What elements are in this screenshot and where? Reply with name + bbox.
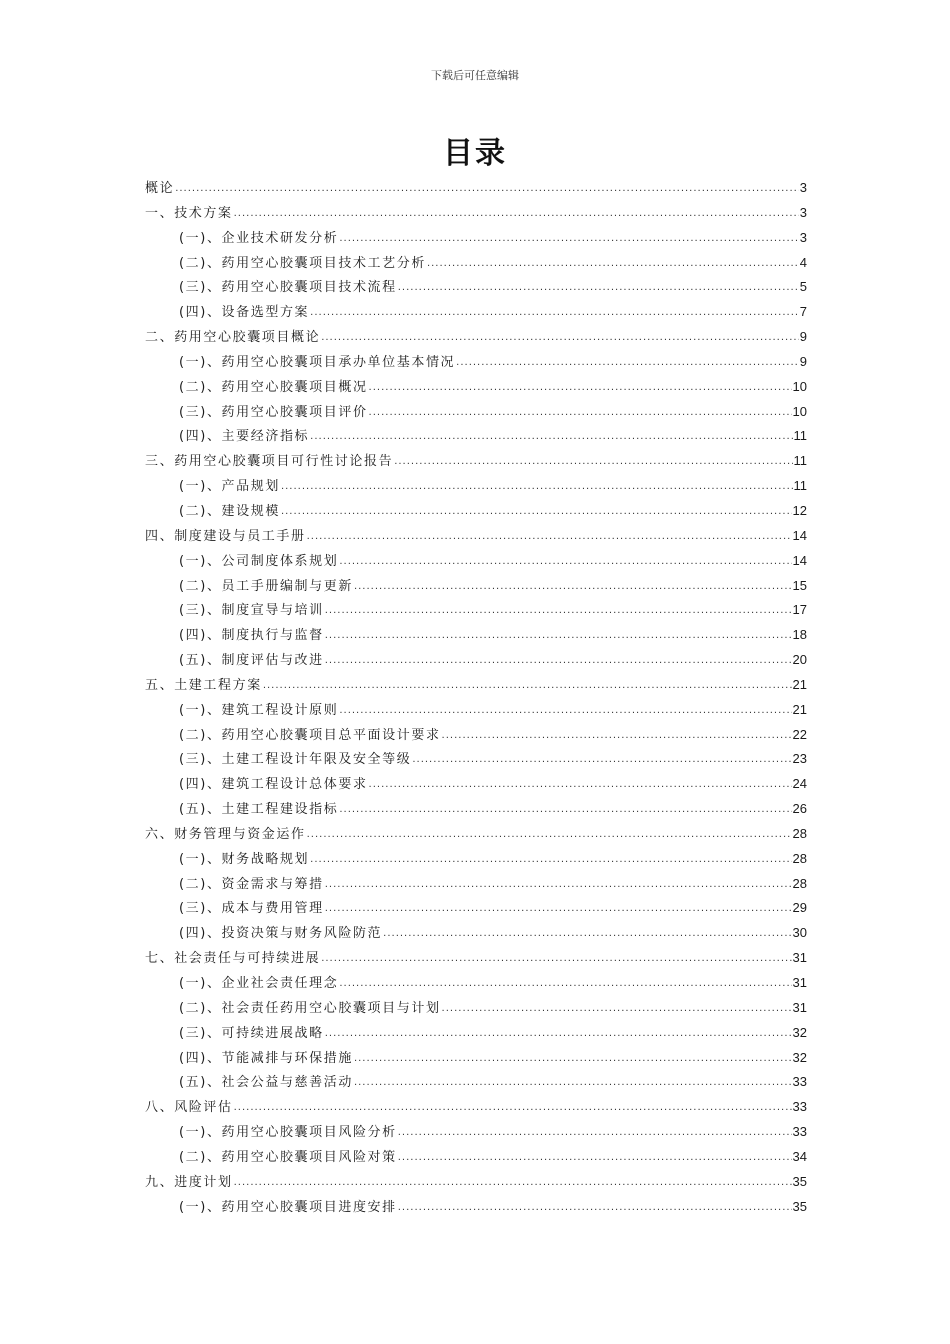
toc-dot-leader [412,748,791,773]
toc-entry-page-number: 31 [792,975,807,990]
toc-dot-leader [369,401,792,426]
toc-entry-label: (二)、药用空心胶囊项目概况 [179,379,368,395]
toc-entry-label: (一)、企业技术研发分析 [179,230,339,246]
toc-entry-page-number: 32 [792,1024,807,1040]
toc-entry-label: (二)、建设规模 [179,503,280,519]
toc-entry-label: 九、进度计划 [145,1174,233,1190]
toc-dot-leader [281,475,793,500]
toc-entry-page-number: 34 [792,1148,807,1164]
toc-entry-label: (二)、资金需求与筹措 [179,876,324,892]
toc-dot-leader [442,724,792,749]
toc-entry-page-number: 26 [792,801,807,817]
toc-entry-page-number: 5 [799,279,807,295]
toc-entry-label: (一)、财务战略规划 [179,851,310,867]
toc-entry-page-number: 3 [799,180,807,195]
toc-entry[interactable] [145,176,807,201]
toc-entry-label: (五)、制度评估与改进 [179,653,324,669]
toc-entry-page-number: 10 [792,403,807,419]
toc-entry-label: (一)、建筑工程设计原则 [179,702,339,718]
toc-entry[interactable] [145,847,807,872]
toc-entry-label: (三)、可持续进展战略 [179,1025,324,1041]
toc-dot-leader [442,997,792,1022]
toc-entry-page-number: 33 [792,1099,807,1115]
toc-entry[interactable] [145,1046,807,1071]
toc-entry-page-number: 29 [792,900,807,916]
toc-entry-page-number: 12 [792,502,807,518]
toc-dot-leader [398,276,799,301]
toc-entry-label: (四)、节能减排与环保措施 [179,1050,353,1066]
toc-entry-label: 八、风险评估 [145,1100,233,1116]
toc-dot-leader [310,425,792,450]
toc-entry-label: (五)、土建工程建设指标 [179,802,339,818]
toc-entry[interactable] [145,400,807,425]
toc-entry[interactable] [145,325,807,350]
toc-dot-leader [310,301,799,326]
toc-entry-label: 一、技术方案 [145,205,233,221]
toc-entry-label: (一)、药用空心胶囊项目风险分析 [179,1125,397,1141]
toc-entry-page-number: 24 [792,776,807,792]
toc-entry[interactable] [145,1070,807,1095]
toc-dot-leader [325,1022,792,1047]
toc-entry-page-number: 31 [792,999,807,1015]
toc-dot-leader [354,1071,792,1096]
toc-entry[interactable] [145,350,807,375]
toc-entry-label: (一)、产品规划 [179,479,280,495]
toc-entry-label: (四)、投资决策与财务风险防范 [179,926,383,942]
page-title: 目录 [443,136,507,171]
toc-entry-label: (五)、社会公益与慈善活动 [179,1075,353,1091]
toc-entry[interactable] [145,251,807,276]
toc-entry[interactable] [145,1095,807,1120]
toc-entry-page-number: 14 [792,552,807,568]
toc-entry[interactable] [145,1195,807,1220]
toc-entry-page-number: 3 [799,204,807,220]
toc-entry-page-number: 17 [792,602,807,618]
toc-entry-page-number: 28 [792,875,807,891]
toc-dot-leader [339,972,791,997]
toc-dot-leader [369,376,792,401]
toc-entry-label: 三、药用空心胶囊项目可行性讨论报告 [145,454,394,470]
toc-entry[interactable] [145,375,807,400]
toc-entry-page-number: 21 [792,676,807,692]
toc-dot-leader [369,773,792,798]
toc-dot-leader [234,1171,792,1196]
toc-entry[interactable] [145,574,807,599]
toc-entry-label: (四)、设备选型方案 [179,305,310,321]
toc-entry-label: (四)、主要经济指标 [179,429,310,445]
toc-dot-leader [234,202,799,227]
toc-entry-page-number: 35 [792,1198,807,1214]
toc-entry-page-number: 11 [793,478,807,494]
toc-entry-label: (四)、制度执行与监督 [179,628,324,644]
toc-entry-label: (四)、建筑工程设计总体要求 [179,777,368,793]
toc-entry[interactable] [145,449,807,474]
toc-dot-leader [394,450,792,475]
toc-entry-page-number: 20 [792,652,807,668]
toc-entry-label: 五、土建工程方案 [145,677,262,693]
toc-entry[interactable] [145,1145,807,1170]
toc-entry[interactable] [145,921,807,946]
toc-dot-leader [339,550,791,575]
toc-entry[interactable] [145,996,807,1021]
toc-entry[interactable] [145,946,807,971]
toc-entry-label: (三)、成本与费用管理 [179,901,324,917]
toc-entry-page-number: 18 [792,627,807,643]
toc-dot-leader [307,823,792,848]
toc-dot-leader [339,227,798,252]
toc-entry[interactable] [145,300,807,325]
toc-entry-label: 概论 [145,181,175,196]
toc-entry-label: (一)、企业社会责任理念 [179,976,339,991]
toc-entry[interactable] [145,971,807,996]
toc-entry-page-number: 31 [792,950,807,966]
toc-entry-label: 四、制度建设与员工手册 [145,528,306,544]
toc-entry[interactable] [145,673,807,698]
toc-entry-page-number: 33 [792,1124,807,1140]
toc-entry-page-number: 32 [792,1049,807,1065]
toc-entry-label: 七、社会责任与可持续进展 [145,951,321,967]
toc-dot-leader [263,674,792,699]
toc-entry-label: (三)、药用空心胶囊项目评价 [179,404,368,420]
toc-dot-leader [398,1196,792,1221]
toc-entry[interactable] [145,1021,807,1046]
toc-dot-leader [339,699,791,724]
toc-entry[interactable] [145,623,807,648]
toc-dot-leader [325,599,792,624]
toc-dot-leader [354,575,792,600]
toc-dot-leader [321,326,799,351]
toc-dot-leader [354,1047,792,1072]
toc-entry-page-number: 9 [799,353,807,369]
toc-entry-label: (三)、药用空心胶囊项目技术流程 [179,280,397,296]
toc-dot-leader [325,649,792,674]
toc-entry-label: (一)、公司制度体系规划 [179,553,339,569]
toc-entry-page-number: 4 [799,254,807,270]
toc-entry-label: 二、药用空心胶囊项目概论 [145,330,321,346]
toc-dot-leader [398,1121,792,1146]
toc-entry[interactable] [145,772,807,797]
toc-entry-page-number: 9 [799,329,807,345]
toc-dot-leader [427,252,799,277]
toc-dot-leader [175,177,799,202]
toc-entry[interactable] [145,1170,807,1195]
toc-entry[interactable] [145,424,807,449]
toc-dot-leader [339,798,791,823]
toc-entry[interactable] [145,698,807,723]
toc-entry-page-number: 11 [793,453,807,469]
toc-dot-leader [325,897,792,922]
toc-entry-label: (二)、社会责任药用空心胶囊项目与计划 [179,1000,441,1016]
toc-dot-leader [234,1096,792,1121]
toc-entry[interactable] [145,474,807,499]
toc-entry-label: (三)、土建工程设计年限及安全等级 [179,752,412,768]
toc-entry-page-number: 33 [792,1074,807,1090]
toc-entry[interactable] [145,549,807,574]
toc-entry-page-number: 22 [792,726,807,742]
toc-entry[interactable] [145,275,807,300]
toc-dot-leader [325,873,792,898]
toc-entry-page-number: 14 [792,527,807,543]
toc-entry[interactable] [145,822,807,847]
toc-entry-page-number: 3 [799,229,807,245]
toc-entry-page-number: 10 [792,378,807,394]
toc-entry-page-number: 35 [792,1173,807,1189]
toc-entry[interactable] [145,499,807,524]
toc-entry-label: (二)、员工手册编制与更新 [179,578,353,594]
table-of-contents [145,176,807,1219]
toc-dot-leader [307,525,792,550]
toc-entry[interactable] [145,524,807,549]
toc-entry[interactable] [145,598,807,623]
toc-entry-page-number: 28 [792,825,807,841]
toc-dot-leader [398,1146,792,1171]
toc-entry-page-number: 21 [792,701,807,717]
toc-entry[interactable] [145,896,807,921]
toc-entry[interactable] [145,723,807,748]
toc-entry-page-number: 11 [793,428,807,444]
toc-entry-label: (三)、制度宣导与培训 [179,603,324,619]
toc-dot-leader [383,922,791,947]
toc-dot-leader [321,947,791,972]
toc-entry[interactable] [145,648,807,673]
toc-entry-page-number: 15 [792,577,807,593]
toc-entry-label: (二)、药用空心胶囊项目总平面设计要求 [179,727,441,743]
toc-entry[interactable] [145,226,807,251]
toc-entry[interactable] [145,747,807,772]
toc-entry-page-number: 7 [799,304,807,320]
toc-entry[interactable] [145,1120,807,1145]
toc-dot-leader [325,624,792,649]
toc-entry[interactable] [145,201,807,226]
toc-dot-leader [310,848,791,873]
toc-entry[interactable] [145,872,807,897]
toc-entry[interactable] [145,797,807,822]
toc-entry-page-number: 23 [792,751,807,767]
toc-entry-label: (一)、药用空心胶囊项目承办单位基本情况 [179,354,456,370]
toc-entry-page-number: 30 [792,925,807,941]
toc-dot-leader [456,351,799,376]
toc-entry-label: 六、财务管理与资金运作 [145,826,306,842]
toc-entry-label: (一)、药用空心胶囊项目进度安排 [179,1199,397,1215]
header-note: 下载后可任意编辑 [431,69,519,82]
toc-entry-page-number: 28 [792,850,807,866]
toc-entry-label: (二)、药用空心胶囊项目技术工艺分析 [179,255,426,271]
toc-entry-label: (二)、药用空心胶囊项目风险对策 [179,1149,397,1165]
toc-dot-leader [281,500,792,525]
